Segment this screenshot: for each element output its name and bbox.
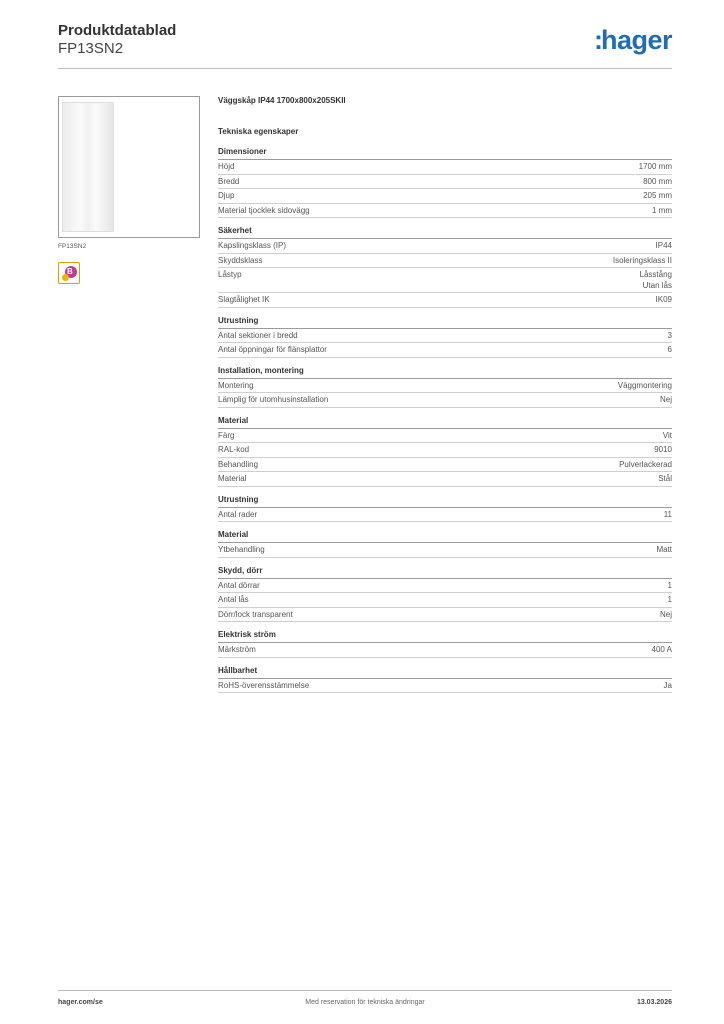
spec-value-line: Pulverlackerad: [619, 459, 672, 469]
spec-label: Antal rader: [218, 509, 258, 519]
spec-value-line: Ja: [663, 680, 672, 690]
spec-value-line: Isoleringsklass II: [612, 255, 672, 265]
header-divider: [58, 68, 672, 69]
spec-row: [218, 329, 672, 344]
spec-value: [668, 595, 672, 606]
spec-value: [652, 206, 672, 217]
spec-row: [218, 160, 672, 175]
spec-row: [218, 293, 672, 308]
spec-section-title: Dimensioner: [218, 146, 672, 160]
technical-properties-heading: Tekniska egenskaper: [218, 127, 299, 136]
spec-section: [218, 225, 672, 308]
spec-row: [218, 343, 672, 358]
spec-value-line: IK09: [655, 295, 672, 304]
spec-label: Montering: [218, 380, 254, 390]
spec-row: [218, 189, 672, 204]
spec-value-line: 1: [667, 595, 672, 604]
spec-value: [656, 295, 672, 306]
spec-row: [218, 643, 672, 658]
spec-row: [218, 393, 672, 408]
logo-text: hager: [600, 25, 672, 55]
spec-label: Slagtålighet IK: [218, 295, 270, 304]
spec-section: [218, 494, 672, 523]
spec-section-title: Material: [218, 415, 672, 429]
spec-label: Material: [218, 474, 247, 483]
spec-value: [656, 241, 672, 252]
spec-section: [218, 665, 672, 694]
page-header: [58, 22, 672, 68]
spec-value-line: IP44: [655, 241, 672, 250]
spec-section: [218, 629, 672, 658]
spec-section-title: Utrustning: [218, 494, 672, 508]
spec-label: Ytbehandling: [218, 545, 265, 554]
spec-label: Bredd: [218, 176, 240, 186]
spec-section-title: Skydd, dörr: [218, 565, 672, 579]
spec-label: Antal lås: [218, 595, 249, 604]
spec-section: [218, 415, 672, 487]
spec-value-line: 400 A: [651, 645, 672, 654]
logo-mark: :: [593, 25, 601, 55]
spec-value: [656, 545, 672, 556]
spec-value: [613, 256, 672, 267]
footer-date: 13.03.2026: [636, 999, 672, 1006]
spec-section: [218, 365, 672, 408]
spec-row: [218, 472, 672, 487]
spec-value: [660, 395, 672, 406]
spec-value: [639, 162, 672, 173]
spec-value-line: 1 mm: [652, 205, 672, 215]
spec-row: [218, 679, 672, 694]
spec-value-line: 3: [667, 330, 672, 340]
spec-label: Färg: [218, 430, 235, 440]
spec-value: [654, 445, 672, 456]
spec-section: [218, 315, 672, 358]
product-reference: FP13SN2: [58, 40, 124, 57]
spec-value-line: Utan lås: [642, 280, 672, 290]
spec-label: Antal dörrar: [218, 580, 260, 590]
spec-value-line: Nej: [659, 395, 672, 404]
spec-section-title: Elektrisk ström: [218, 629, 672, 643]
spec-section-title: Utrustning: [218, 315, 672, 329]
spec-sections: [218, 146, 672, 693]
spec-label: Material tjocklek sidovägg: [218, 205, 310, 215]
spec-label: Märkström: [218, 645, 256, 654]
footer-divider: [58, 990, 672, 991]
spec-value: [652, 645, 672, 656]
spec-row: [218, 443, 672, 458]
spec-label: Djup: [218, 191, 235, 200]
technical-content: [218, 96, 672, 693]
spec-row: [218, 268, 672, 293]
energy-class-badge-icon: [58, 262, 80, 284]
spec-label: RAL-kod: [218, 445, 250, 454]
spec-row: [218, 175, 672, 190]
spec-value: [643, 191, 672, 202]
spec-value: [663, 431, 672, 442]
spec-row: [218, 543, 672, 558]
spec-section-title: Material: [218, 529, 672, 543]
spec-value-line: Vit: [662, 430, 672, 440]
spec-label: Lämplig för utomhusinstallation: [218, 395, 329, 404]
spec-section-title: Hållbarhet: [218, 665, 672, 679]
document-title: Produktdatablad: [58, 22, 177, 39]
spec-row: [218, 204, 672, 219]
spec-value: [664, 510, 672, 521]
spec-value-line: Nej: [659, 609, 672, 619]
spec-value: [668, 581, 672, 592]
spec-value-line: 1700 mm: [638, 162, 672, 171]
product-name: Väggskåp IP44 1700x800x205SKII: [218, 96, 346, 105]
spec-label: Behandling: [218, 459, 259, 469]
spec-value-line: Stål: [658, 474, 672, 483]
spec-value: [618, 381, 672, 392]
spec-value-line: 800 mm: [643, 176, 672, 186]
spec-row: [218, 579, 672, 594]
spec-value-line: 205 mm: [643, 191, 672, 200]
spec-row: [218, 239, 672, 254]
spec-row: [218, 608, 672, 623]
spec-row: [218, 458, 672, 473]
footer-disclaimer: Med reservation för tekniska ändringar: [305, 999, 425, 1006]
badge-letter: B: [67, 267, 73, 276]
spec-row: [218, 593, 672, 608]
product-image-caption: FP13SN2: [58, 243, 87, 250]
spec-value-line: 9010: [654, 445, 672, 454]
spec-row: [218, 379, 672, 394]
spec-label: Antal sektioner i bredd: [218, 330, 298, 340]
spec-section: [218, 146, 672, 218]
spec-value-line: 6: [667, 345, 672, 354]
spec-value-line: Låsstång: [639, 270, 672, 279]
hager-logo: [594, 26, 672, 54]
spec-label: Kapslingsklass (IP): [218, 241, 287, 250]
spec-section: [218, 529, 672, 558]
spec-label: Dörr/lock transparent: [218, 609, 293, 619]
spec-value: [643, 177, 672, 188]
spec-value: [619, 460, 672, 471]
spec-value: [660, 610, 672, 621]
spec-label: RoHS-överensstämmelse: [218, 680, 310, 690]
spec-value: [668, 345, 672, 356]
spec-section-title: Säkerhet: [218, 225, 672, 239]
spec-row: [218, 508, 672, 523]
spec-label: Låstyp: [218, 270, 242, 279]
spec-value: [658, 474, 672, 485]
spec-value-line: Väggmontering: [617, 380, 672, 390]
spec-row: [218, 429, 672, 444]
spec-section-title: Installation, montering: [218, 365, 672, 379]
spec-label: Höjd: [218, 162, 235, 171]
spec-value: [640, 270, 672, 291]
cabinet-product-image: [62, 102, 114, 232]
footer-website: hager.com/se: [58, 999, 103, 1006]
spec-label: Skyddsklass: [218, 255, 263, 265]
spec-value-line: Matt: [656, 545, 672, 554]
spec-value-line: 11: [663, 509, 672, 519]
spec-value: [668, 331, 672, 342]
spec-section: [218, 565, 672, 623]
spec-value-line: 1: [667, 580, 672, 590]
spec-value: [664, 681, 672, 692]
spec-row: [218, 254, 672, 269]
spec-label: Antal öppningar för flänsplattor: [218, 345, 327, 354]
